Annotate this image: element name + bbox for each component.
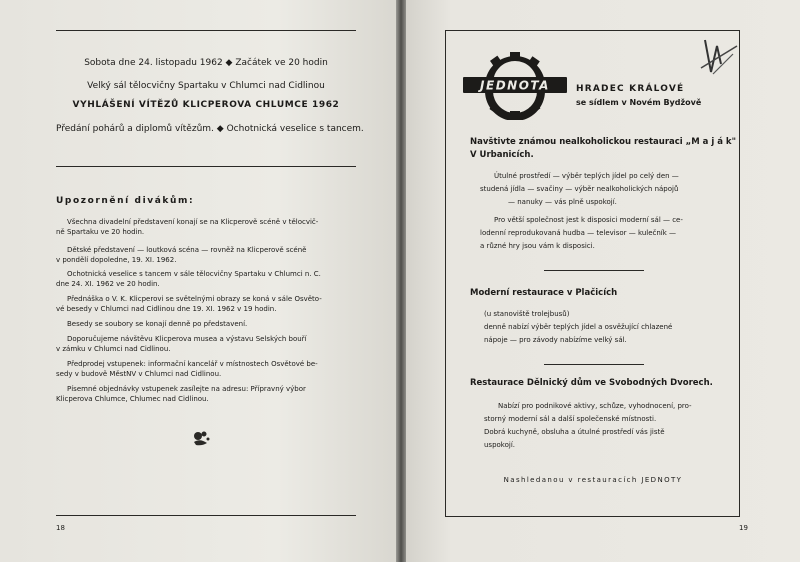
notice-item: Přednáška o V. K. Klicperovi se světelnými obrazy se koná v sále Osvěto- vé besedy v Chlumci nad Cidlinou dne 19. XI. 1962 v 19 hodin. (56, 295, 322, 313)
event-title: VYHLÁŠENÍ VÍTĚZŮ KLICPEROVA CHLUMCE 1962 (72, 100, 340, 110)
closing-text: Nashledanou v restauracích JEDNOTY (503, 476, 683, 484)
notice-item: Doporučujeme návštěvu Klicperova musea a výstavu Selských bouří v zámku v Chlumci nad Cidlinou. (56, 335, 307, 353)
event-program-1: Předání pohárů a diplomů vítězům. (56, 124, 214, 134)
event-program (56, 124, 364, 134)
ad1-text-2: Pro větší společnost jest k disposici moderní sál — ce- lodenní reprodukovaná hudba — televisor — kulečník — a různé hry jsou vám k disposici. (480, 216, 683, 250)
ornament-icon (190, 428, 212, 448)
org-city: HRADEC KRÁLOVÉ (576, 84, 685, 94)
handwritten-mark (693, 34, 741, 84)
notice-item: Písemné objednávky vstupenek zasílejte na adresu: Přípravný výbor Klicperova Chlumce, Chlumec nad Cidlinou. (56, 385, 306, 403)
top-rule (56, 30, 356, 31)
divider-rule (544, 364, 644, 365)
event-date-line (56, 58, 356, 68)
logo-text: JEDNOTA (480, 78, 550, 93)
ad3-text: Nabízí pro podnikové aktivy, schůze, vyhodnocení, pro- storný moderní sál a další společenské místnosti. Dobrá kuchyně, obsluha a útulné prostředí vás jistě uspokojí. (484, 402, 692, 449)
diamond-icon: ◆ (225, 58, 233, 68)
event-program-2: Ochotnická veselice s tancem. (226, 124, 364, 134)
notice-list (56, 218, 356, 407)
org-seat: se sídlem v Novém Bydžově (576, 98, 702, 107)
page-number-left: 18 (56, 524, 65, 532)
venue-text: Velký sál tělocvičny Spartaku v Chlumci nad Cidlinou (87, 81, 325, 91)
ad2-heading: Moderní restaurace v Plačicích (470, 288, 618, 298)
event-start: Začátek ve 20 hodin (235, 58, 328, 68)
diamond-icon: ◆ (216, 124, 224, 134)
page-number-right: 19 (739, 524, 748, 532)
notice-item: Všechna divadelní představení konají se na Klicperově scéně v tělocvič- ně Spartaku ve 20 hodin. (56, 218, 319, 236)
ad3-heading: Restaurace Dělnický dům ve Svobodných Dvorech. (470, 378, 713, 388)
ad1-text-1: Útulné prostředí — výběr teplých jídel po celý den — studená jídla — svačiny — výběr nealkoholických nápojů — nanuky — vás plně uspokojí. (480, 172, 679, 206)
book-spine (396, 0, 406, 562)
notice-item: Ochotnická veselice s tancem v sále tělocvičny Spartaku v Chlumci n. C. dne 24. XI. 1962 ve 20 hodin. (56, 270, 321, 288)
ad2-text: (u stanoviště trolejbusů) denně nabízí výběr teplých jídel a osvěžující chlazené nápoje — pro závody nabízíme velký sál. (484, 310, 673, 344)
jednota-logo (461, 50, 569, 120)
bottom-rule (56, 515, 356, 516)
event-date: Sobota dne 24. listopadu 1962 (84, 58, 223, 68)
ad1-heading-2: V Urbanicích. (470, 150, 534, 160)
notice-item: Dětské představení — loutková scéna — rovněž na Klicperově scéně v pondělí dopoledne, 19. XI. 1962. (56, 246, 307, 264)
notice-item: Besedy se soubory se konají denně po představení. (67, 320, 248, 328)
notice-heading: Upozornění divákům: (56, 196, 195, 206)
notice-item: Předprodej vstupenek: informační kancelář v místnostech Osvětové be- sedy v budově MěstNV v Chlumci nad Cidlinou. (56, 360, 318, 378)
section-rule (56, 166, 356, 167)
ad1-heading-1: Navštivte známou nealkoholickou restauraci „M a j á k" (470, 137, 737, 147)
divider-rule (544, 270, 644, 271)
